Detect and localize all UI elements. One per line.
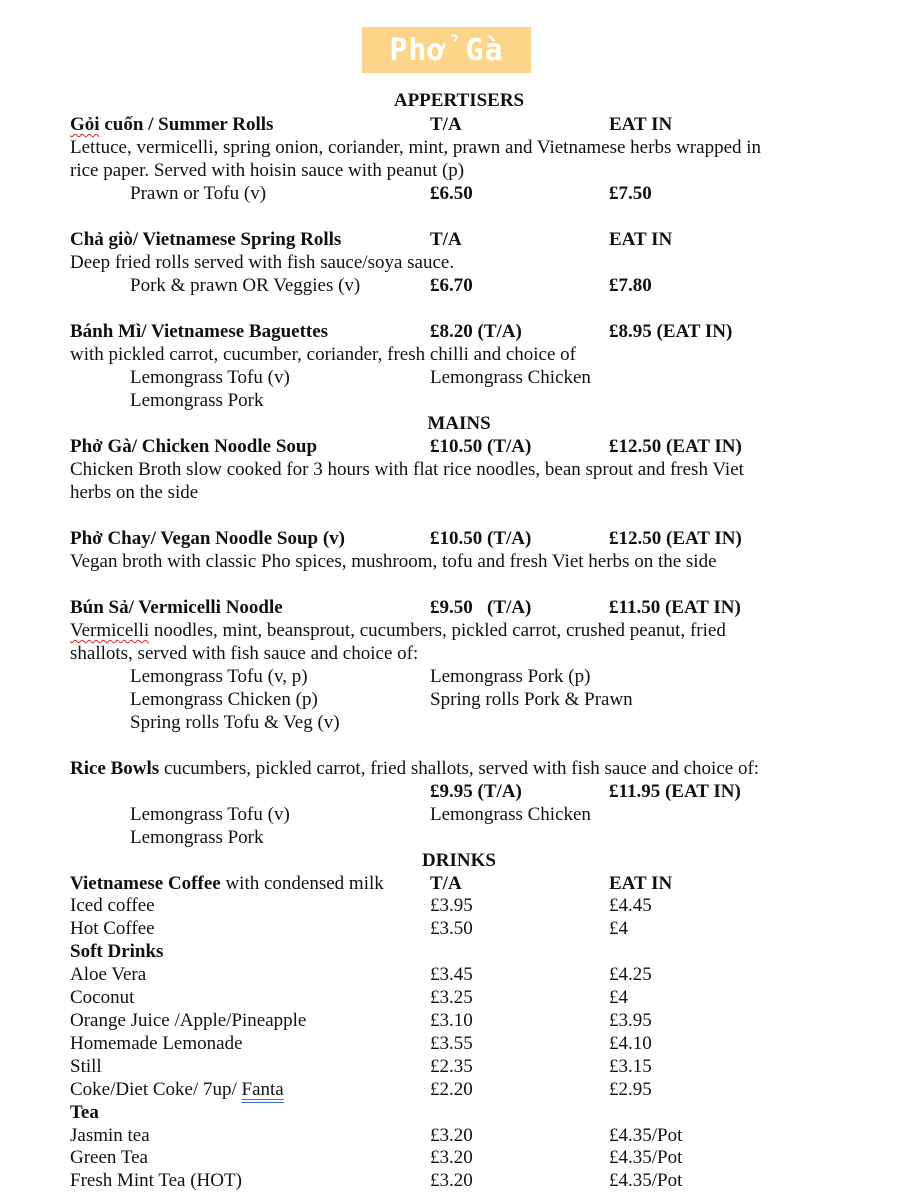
goi-word: Gỏi [70,114,100,135]
drink-name: Coconut [70,987,135,1008]
goi-cuon-desc-2: rice paper. Served with hoisin sauce with peanut (p) [70,160,465,181]
drink-name: Green Tea [70,1147,148,1168]
drinks-ta-header: T/A [430,873,462,894]
drink-eatin-price: £3.95 [609,1010,652,1031]
pho-chay-eatin-price: £12.50 (EAT IN) [609,528,742,549]
rice-bowls-option-2: Lemongrass Chicken [430,804,591,825]
drink-ta-price: £3.45 [430,964,473,985]
drink-name: Orange Juice /Apple/Pineapple [70,1010,307,1031]
drink-name: Homemade Lemonade [70,1033,243,1054]
cha-gio-eatin-header: EAT IN [609,229,673,250]
menu-title: Phở Gà [362,27,531,73]
banh-mi-option-2: Lemongrass Chicken [430,367,591,388]
drink-eatin-price: £4.45 [609,895,652,916]
goi-cuon-name [70,113,273,136]
rice-bowls-ta-price: £9.95 (T/A) [430,781,522,802]
bun-sa-option-1: Lemongrass Tofu (v, p) [130,666,308,687]
drink-eatin-price: £4 [609,987,628,1008]
drink-ta-price: £3.20 [430,1170,473,1191]
drink-name: Iced coffee [70,895,155,916]
drink-ta-price: £2.35 [430,1056,473,1077]
section-heading-appetisers: APPERTISERS [393,90,525,111]
pho-ga-eatin-price: £12.50 (EAT IN) [609,436,742,457]
drink-eatin-price: £3.15 [609,1056,652,1077]
goi-cuon-eatin-price: £7.50 [609,183,652,204]
drink-name-text: Coke/Diet Coke/ 7up/ [70,1079,242,1100]
cha-gio-name: Chả giò/ Vietnamese Spring Rolls [70,229,342,250]
bun-sa-ta-price: £9.50 (T/A) [430,597,532,618]
drink-ta-price: £3.50 [430,918,473,939]
bun-sa-eatin-price: £11.50 (EAT IN) [609,597,741,618]
drink-name: Still [70,1056,102,1077]
vermicelli-word: Vermicelli [70,620,150,641]
pho-chay-desc: Vegan broth with classic Pho spices, mushroom, tofu and fresh Viet herbs on the side [70,551,717,572]
rice-bowls-option-1: Lemongrass Tofu (v) [130,804,290,825]
goi-cuon-ta-price: £6.50 [430,183,473,204]
coffee-heading [70,872,384,895]
soft-drinks-heading: Soft Drinks [70,941,164,962]
goi-cuon-ta-header: T/A [430,114,462,135]
cha-gio-option: Pork & prawn OR Veggies (v) [130,275,361,296]
banh-mi-ta-price: £8.20 (T/A) [430,321,522,342]
fanta-word: Fanta [241,1079,284,1100]
pho-ga-name: Phở Gà/ Chicken Noodle Soup [70,436,318,457]
rice-bowls-desc: cucumbers, pickled carrot, fried shallots, served with fish sauce and choice of: [159,758,760,779]
drink-ta-price: £3.55 [430,1033,473,1054]
pho-ga-desc-2: herbs on the side [70,482,199,503]
coffee-heading-rest: with condensed milk [220,873,384,894]
rice-bowls-eatin-price: £11.95 (EAT IN) [609,781,741,802]
drink-eatin-price: £2.95 [609,1079,652,1100]
drink-ta-price: £2.20 [430,1079,473,1100]
goi-cuon-eatin-header: EAT IN [609,114,673,135]
drink-name: Hot Coffee [70,918,155,939]
drink-name: Fresh Mint Tea (HOT) [70,1170,242,1191]
pho-chay-name: Phở Chay/ Vegan Noodle Soup (v) [70,528,345,549]
bun-sa-name: Bún Sả/ Vermicelli Noodle [70,597,283,618]
bun-sa-option-2: Lemongrass Pork (p) [430,666,591,687]
drink-eatin-price: £4.10 [609,1033,652,1054]
bun-sa-option-4: Spring rolls Pork & Prawn [430,689,633,710]
drink-eatin-price: £4.35/Pot [609,1125,683,1146]
cha-gio-desc: Deep fried rolls served with fish sauce/soya sauce. [70,252,455,273]
pho-chay-ta-price: £10.50 (T/A) [430,528,532,549]
section-heading-drinks: DRINKS [422,850,496,871]
drink-ta-price: £3.20 [430,1125,473,1146]
cha-gio-ta-header: T/A [430,229,462,250]
drink-name: Jasmin tea [70,1125,150,1146]
drink-eatin-price: £4.35/Pot [609,1170,683,1191]
rice-bowls-name: Rice Bowls [70,758,160,779]
bun-sa-desc-1 [70,619,726,642]
drink-ta-price: £3.20 [430,1147,473,1168]
drink-ta-price: £3.10 [430,1010,473,1031]
drink-eatin-price: £4.35/Pot [609,1147,683,1168]
pho-ga-desc-1: Chicken Broth slow cooked for 3 hours with flat rice noodles, bean sprout and fresh Viet [70,459,744,480]
section-heading-mains: MAINS [427,413,491,434]
drink-eatin-price: £4 [609,918,628,939]
goi-cuon-desc-1: Lettuce, vermicelli, spring onion, coriander, mint, prawn and Vietnamese herbs wrapped in [70,137,762,158]
bun-sa-option-5: Spring rolls Tofu & Veg (v) [130,712,340,733]
cha-gio-eatin-price: £7.80 [609,275,652,296]
banh-mi-option-1: Lemongrass Tofu (v) [130,367,290,388]
drinks-eatin-header: EAT IN [609,873,673,894]
bun-sa-desc-1-rest: noodles, mint, beansprout, cucumbers, pickled carrot, crushed peanut, fried [149,620,726,641]
tea-heading: Tea [70,1102,99,1123]
bun-sa-desc-2: shallots, served with fish sauce and choice of: [70,643,419,664]
banh-mi-eatin-price: £8.95 (EAT IN) [609,321,733,342]
bun-sa-option-3: Lemongrass Chicken (p) [130,689,318,710]
banh-mi-desc: with pickled carrot, cucumber, coriander, fresh chilli and choice of [70,344,576,365]
drink-ta-price: £3.95 [430,895,473,916]
banh-mi-option-3: Lemongrass Pork [130,390,264,411]
goi-cuon-name-rest: cuốn / Summer Rolls [99,114,274,135]
goi-cuon-option: Prawn or Tofu (v) [130,183,267,204]
drink-name [70,1078,298,1101]
cha-gio-ta-price: £6.70 [430,275,473,296]
rice-bowls-line [70,757,759,780]
rice-bowls-option-3: Lemongrass Pork [130,827,264,848]
drink-eatin-price: £4.25 [609,964,652,985]
drink-name: Aloe Vera [70,964,147,985]
coffee-heading-bold: Vietnamese Coffee [70,873,221,894]
banh-mi-name: Bánh Mì/ Vietnamese Baguettes [70,321,329,342]
pho-ga-ta-price: £10.50 (T/A) [430,436,532,457]
drink-ta-price: £3.25 [430,987,473,1008]
